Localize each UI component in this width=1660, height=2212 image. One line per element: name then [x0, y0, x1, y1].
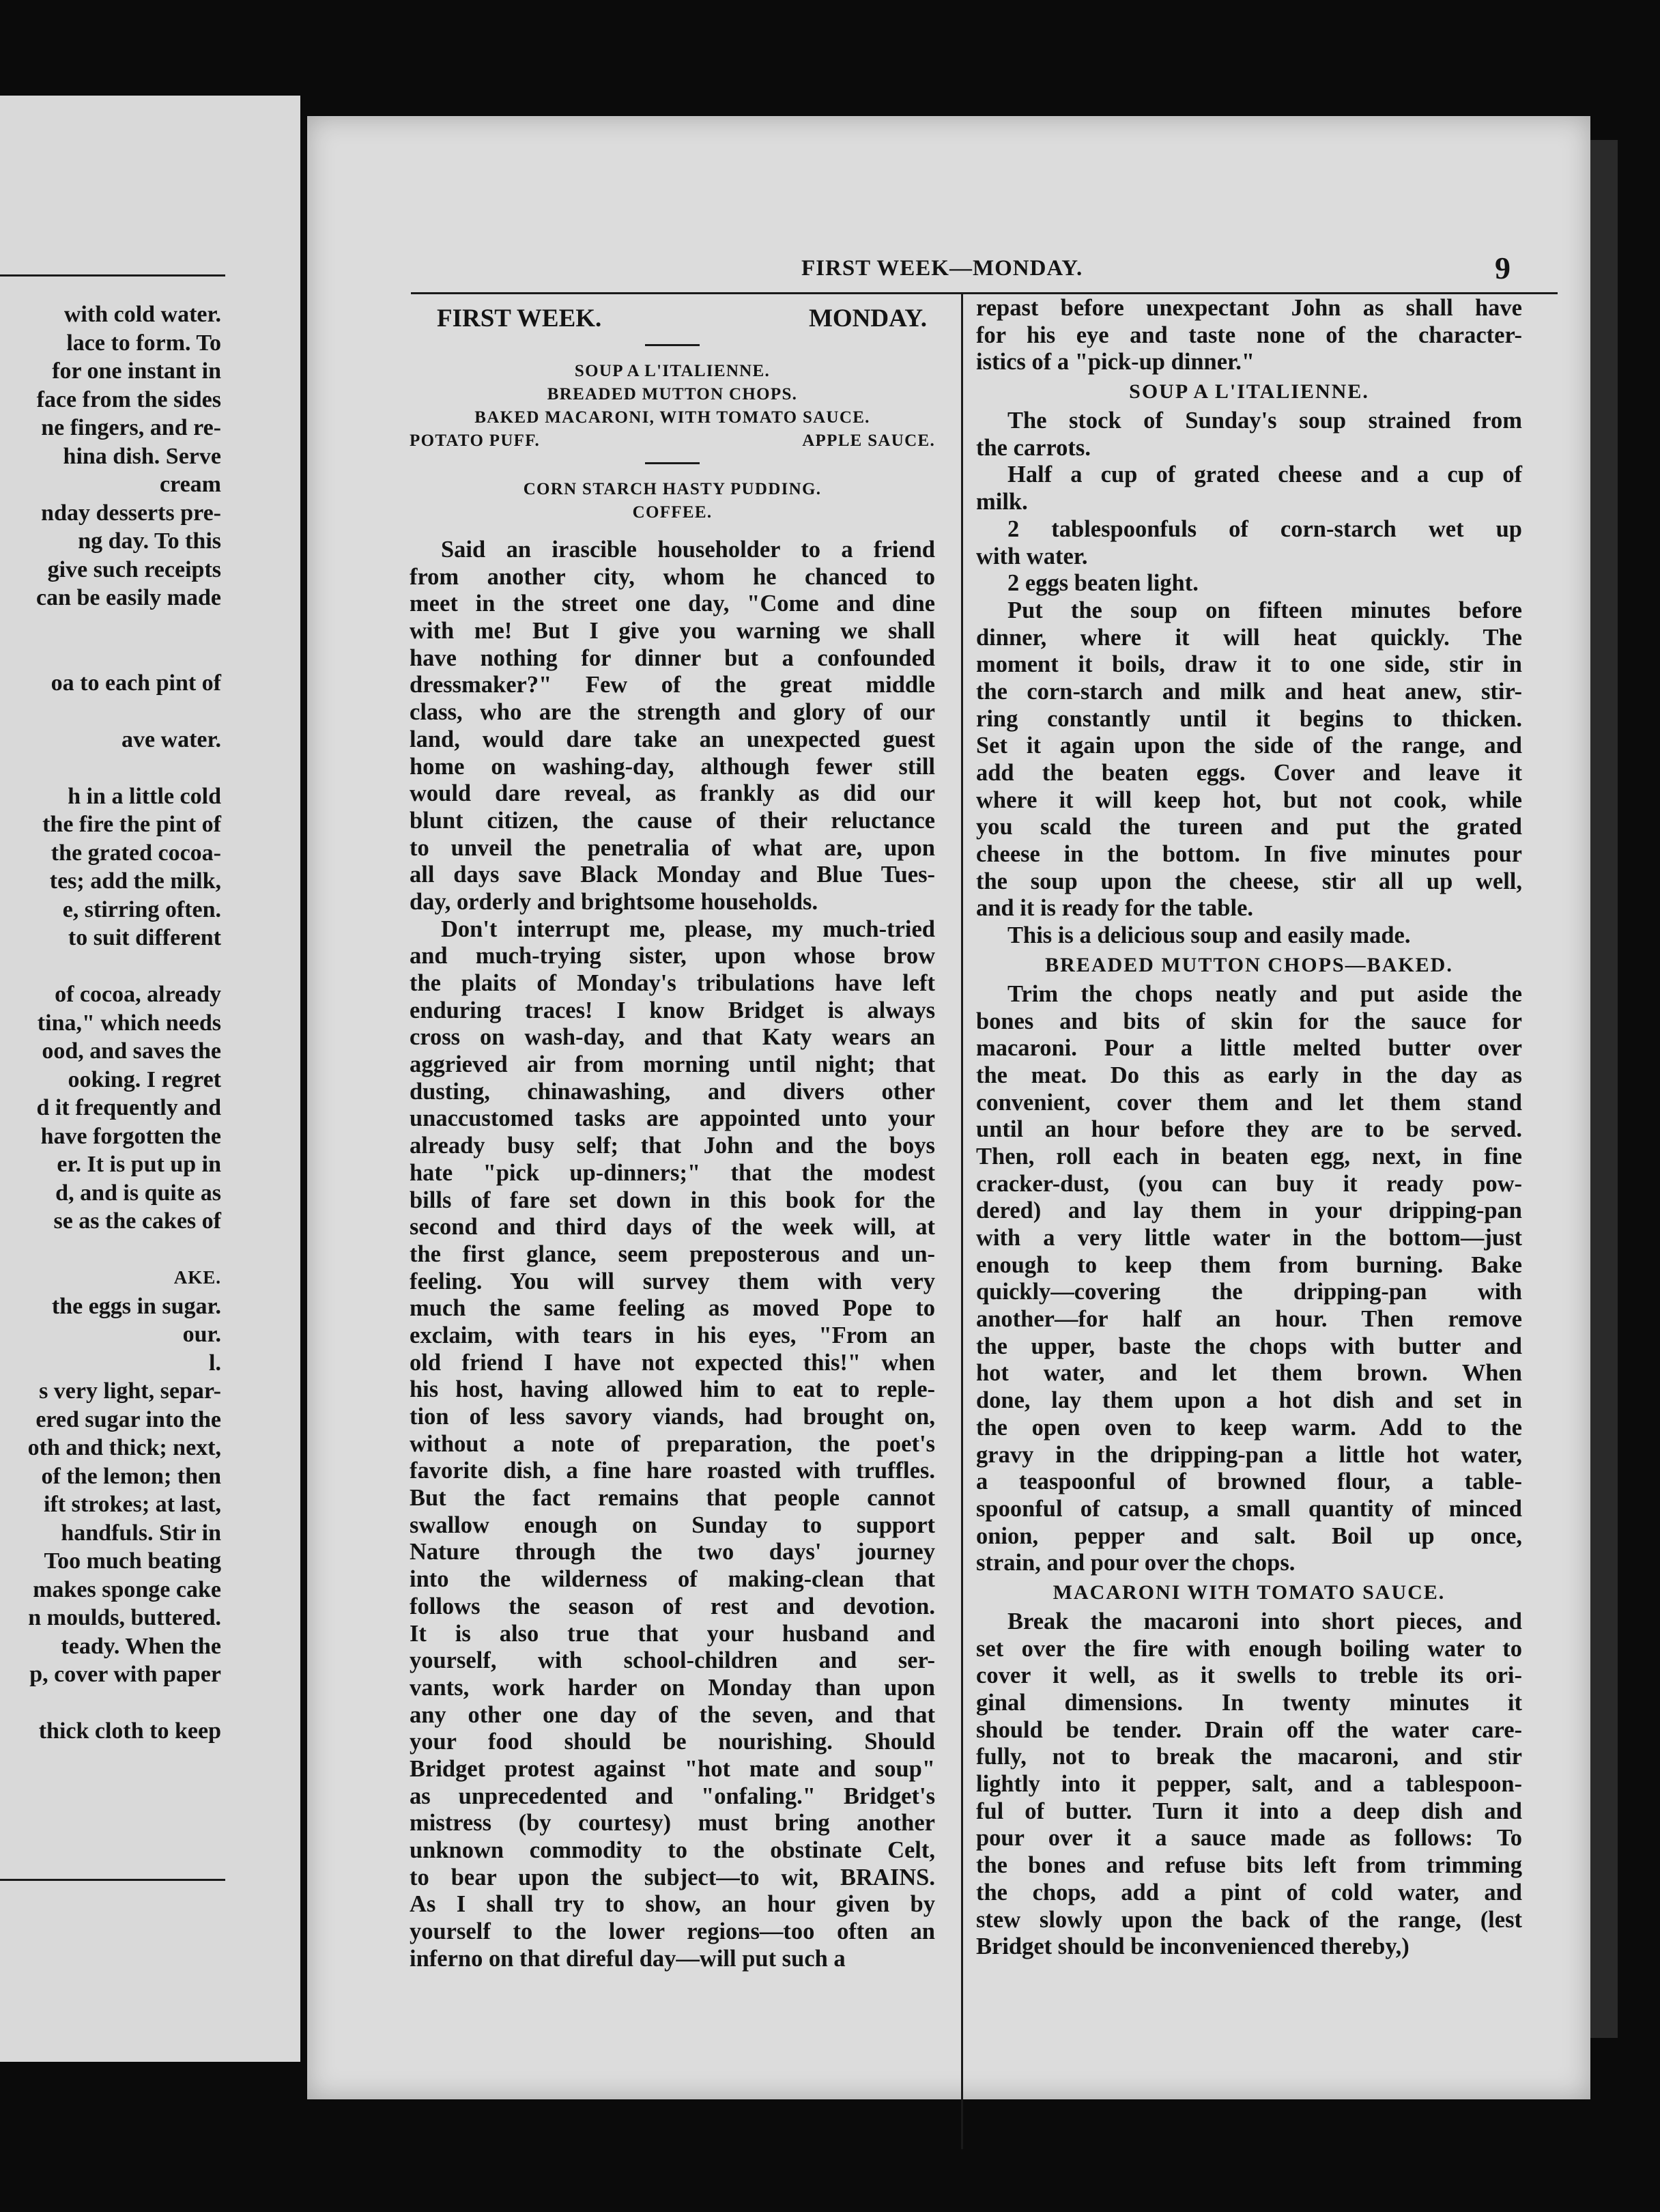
recipe-line: 2 tablespoonfuls of corn-starch wet up: [1007, 515, 1522, 542]
header-rule: [411, 292, 1558, 294]
menu-item: SOUP A L'ITALIENNE.: [574, 362, 771, 380]
essay-line: It is also true that your husband and: [410, 1620, 935, 1647]
essay-line: favorite dish, a fine hare roasted with truffles.: [410, 1458, 935, 1484]
previous-page-line: makes sponge cake: [33, 1576, 221, 1602]
week-title: FIRST WEEK.: [437, 304, 602, 332]
recipe-line: the carrots.: [976, 434, 1091, 461]
essay-line: As I shall try to show, an hour given by: [410, 1891, 935, 1918]
previous-page-line: lace to form. To: [66, 330, 221, 356]
essay-line: enduring traces! I know Bridget is always: [410, 997, 935, 1023]
menu-item: BAKED MACARONI, WITH TOMATO SAUCE.: [474, 408, 870, 427]
recipe-line: the corn-starch and milk and heat anew, stir-: [976, 678, 1522, 705]
previous-page-line: face from the sides: [36, 386, 221, 412]
recipe-line: stew slowly upon the back of the range, (lest: [976, 1906, 1522, 1933]
previous-page-line: [0, 754, 221, 782]
recipe-line: enough to keep them from burning. Bake: [976, 1251, 1522, 1278]
recipe-line: spoonful of catsup, a small quantity of minced: [976, 1495, 1522, 1522]
recipe-line: Break the macaroni into short pieces, and: [1007, 1608, 1522, 1634]
essay-line: land, would dare take an unexpected guest: [410, 726, 935, 752]
previous-page-line: cream: [160, 472, 221, 497]
essay-line: Don't interrupt me, please, my much-tried: [441, 916, 935, 942]
recipe-line: Trim the chops neatly and put aside the: [1007, 980, 1522, 1007]
essay-line: home on washing-day, although fewer still: [410, 753, 935, 780]
column-divider: [961, 292, 963, 2149]
day-title: MONDAY.: [808, 304, 927, 332]
previous-page-line: ered sugar into the: [35, 1406, 221, 1432]
recipe-line: convenient, cover them and let them stand: [976, 1089, 1522, 1116]
page-number: 9: [1495, 251, 1511, 285]
previous-page-fragment: [0, 96, 300, 2062]
recipe-line: another—for half an hour. Then remove: [976, 1306, 1522, 1333]
essay-line: any other one day of the seven, and that: [410, 1701, 935, 1728]
previous-page-line: e, stirring often.: [62, 896, 221, 922]
recipe-line: cover it well, as it swells to treble its ori-: [976, 1662, 1522, 1689]
recipe-line: fully, not to break the macaroni, and stir: [976, 1744, 1522, 1770]
menu-item-potato-puff: POTATO PUFF.: [410, 431, 541, 450]
recipe-line: lightly into it pepper, salt, and a tablespoon-: [976, 1771, 1522, 1798]
recipe-line: with a very little water in the bottom—just: [976, 1225, 1522, 1251]
recipe-line: pour over it a sauce made as follows: To: [976, 1825, 1522, 1852]
recipe-line: add the beaten eggs. Cover and leave it: [976, 760, 1522, 786]
recipe-line: ring constantly until it begins to thicken.: [976, 705, 1522, 732]
previous-page-line: l.: [209, 1350, 221, 1376]
essay-line: without a note of preparation, the poet's: [410, 1430, 935, 1457]
essay-line: vants, work harder on Monday than upon: [410, 1674, 935, 1701]
previous-page-line: ne fingers, and re-: [41, 415, 221, 440]
previous-page-line: se as the cakes of: [53, 1208, 221, 1234]
essay-line: all days save Black Monday and Blue Tues-: [410, 862, 935, 888]
previous-page-line: the fire the pint of: [42, 812, 221, 837]
recipe-line: the chops, add a pint of cold water, and: [976, 1879, 1522, 1905]
essay-line: day, orderly and brightsome households.: [410, 888, 818, 915]
essay-line: aggrieved air from morning until night; that: [410, 1051, 935, 1078]
recipe-line: moment it boils, draw it to one side, stir in: [976, 651, 1522, 678]
essay-line: for his eye and taste none of the character-: [976, 322, 1522, 348]
essay-line: to unveil the penetralia of what are, upon: [410, 834, 935, 861]
essay-line: with me! But I give you warning we shall: [410, 618, 935, 644]
menu-list: [410, 360, 935, 429]
previous-page-line: the eggs in sugar.: [51, 1293, 221, 1319]
previous-page-line: d, and is quite as: [55, 1180, 221, 1206]
essay-line: meet in the street one day, "Come and dine: [410, 591, 935, 617]
previous-page-line: [0, 952, 221, 981]
recipe-line: done, lay them upon a hot dish and set in: [976, 1387, 1522, 1414]
previous-page-line: d it frequently and: [36, 1095, 221, 1120]
previous-page-line: er. It is put up in: [57, 1152, 221, 1177]
previous-page-line: s very light, separ-: [39, 1378, 221, 1404]
recipe-line: cheese in the bottom. In five minutes pour: [976, 841, 1522, 868]
recipe-line: set over the fire with enough boiling water to: [976, 1635, 1522, 1662]
previous-page-line: ooking. I regret: [68, 1066, 221, 1092]
previous-page-line: for one instant in: [52, 358, 221, 384]
previous-page-line: [0, 1236, 221, 1264]
recipe-line: with water.: [976, 543, 1088, 569]
previous-page-line: ng day. To this: [78, 528, 221, 554]
soup-recipe-title: SOUP A L'ITALIENNE.: [1129, 380, 1369, 403]
essay-line: Said an irascible householder to a friend: [441, 537, 935, 563]
essay-line: unaccustomed tasks are appointed unto your: [410, 1105, 935, 1132]
previous-page-line: ood, and saves the: [42, 1038, 221, 1064]
recipe-line: the bones and refuse bits left from trimming: [976, 1852, 1522, 1879]
recipe-line: dinner, where it will heat quickly. The: [976, 624, 1522, 651]
previous-page-line: teady. When the: [61, 1633, 221, 1659]
soup-recipe-text: [976, 408, 1522, 950]
recipe-line: Put the soup on fifteen minutes before: [1007, 597, 1522, 623]
previous-page-line: hina dish. Serve: [63, 443, 221, 469]
essay-line: your food should be nourishing. Should: [410, 1729, 935, 1755]
previous-page-line: our.: [182, 1322, 221, 1347]
essay-line: the plaits of Monday's tribulations have left: [410, 970, 935, 996]
essay-line: Bridget protest against "hot mate and soup": [410, 1755, 935, 1782]
essay-line: have nothing for dinner but a confounded: [410, 644, 935, 671]
previous-page-text: [0, 300, 221, 1746]
essay-line: blunt citizen, the cause of their reluctance: [410, 807, 935, 834]
recipe-line: the open oven to keep warm. Add to the: [976, 1414, 1522, 1441]
essay-line: dusting, chinawashing, and divers other: [410, 1078, 935, 1105]
recipe-line: milk.: [976, 489, 1028, 515]
previous-page-line: of cocoa, already: [55, 982, 221, 1007]
recipe-line: 2 eggs beaten light.: [1007, 570, 1199, 597]
previous-page-line: tina," which needs: [37, 1010, 221, 1036]
essay-line: much the same feeling as moved Pope to: [410, 1295, 935, 1322]
recipe-line: ful of butter. Turn it into a deep dish and: [976, 1798, 1522, 1824]
essay-line: hate "pick up-dinners;" that the modest: [410, 1159, 935, 1186]
essay-line: istics of a "pick-up dinner.": [976, 349, 1255, 375]
week-heading: [437, 303, 927, 335]
previous-page-line: have forgotten the: [40, 1123, 221, 1149]
previous-page-top-rule: [0, 274, 225, 276]
essay-line: cross on wash-day, and that Katy wears an: [410, 1024, 935, 1051]
left-column: [410, 295, 935, 1972]
previous-page-line: [0, 612, 221, 641]
previous-page-line: ift strokes; at last,: [44, 1492, 221, 1517]
previous-page-line: of the lemon; then: [41, 1463, 221, 1489]
previous-page-line: give such receipts: [47, 556, 221, 582]
previous-page-line: h in a little cold: [68, 783, 221, 809]
previous-page-line: oa to each pint of: [51, 670, 221, 696]
essay-line: yourself to the lower regions—too often an: [410, 1918, 935, 1945]
essay-line: from another city, whom he chanced to: [410, 563, 935, 590]
menu-rule: [645, 462, 700, 464]
previous-page-line: Too much beating: [44, 1548, 221, 1574]
previous-page-line: nday desserts pre-: [41, 500, 221, 526]
recipe-line: cracker-dust, (you can buy it ready pow-: [976, 1170, 1522, 1197]
recipe-line: The stock of Sunday's soup strained from: [1007, 408, 1522, 434]
essay-line: mistress (by courtesy) must bring another: [410, 1810, 935, 1837]
recipe-line: strain, and pour over the chops.: [976, 1550, 1296, 1576]
essay-line: exclaim, with tears in his eyes, "From an: [410, 1322, 935, 1348]
previous-page-line: handfuls. Stir in: [61, 1520, 221, 1546]
recipe-line: gravy in the dripping-pan a little hot water,: [976, 1441, 1522, 1468]
essay-line: would dare reveal, as frankly as did our: [410, 780, 935, 807]
essay-line: to bear upon the subject—to wit, BRAINS.: [410, 1864, 935, 1890]
essay-continuation: [976, 295, 1522, 376]
essay-line: already busy self; that John and the boys: [410, 1133, 935, 1159]
previous-page-line: [0, 640, 221, 669]
essay-line: inferno on that direful day—will put such a: [410, 1945, 846, 1972]
previous-page-line: AKE.: [173, 1267, 221, 1288]
recipe-line: Half a cup of grated cheese and a cup of: [1007, 462, 1522, 488]
recipe-line: you scald the tureen and put the grated: [976, 814, 1522, 840]
recipe-line: hot water, and let them brown. When: [976, 1360, 1522, 1387]
essay-line: old friend I have not expected this!" when: [410, 1349, 935, 1376]
recipe-line: dered) and lay them in your dripping-pan: [976, 1197, 1522, 1224]
recipe-line: Then, roll each in beaten egg, next, in fine: [976, 1143, 1522, 1169]
essay-line: repast before unexpectant John as shall have: [976, 295, 1522, 321]
previous-page-line: oth and thick; next,: [27, 1435, 221, 1460]
recipe-line: a teaspoonful of browned flour, a table-: [976, 1469, 1522, 1495]
previous-page-line: [0, 697, 221, 726]
essay-line: and much-trying sister, upon whose brow: [410, 943, 935, 969]
previous-page-line: to suit different: [68, 925, 221, 950]
essay-line: his host, having allowed him to eat to reple-: [410, 1376, 935, 1403]
essay-line: as unprecedented and "onfaling." Bridget's: [410, 1783, 935, 1809]
recipe-line: onion, pepper and salt. Boil up once,: [976, 1522, 1522, 1549]
recipe-line: the meat. Do this as early in the day as: [976, 1062, 1522, 1088]
chops-recipe-text: [976, 981, 1522, 1577]
essay-line: bills of fare set down in this book for the: [410, 1187, 935, 1213]
menu-dessert-item: CORN STARCH HASTY PUDDING.: [523, 480, 822, 498]
essay-line: feeling. You will survey them with very: [410, 1268, 935, 1294]
essay-line: But the fact remains that people cannot: [410, 1485, 935, 1512]
heading-rule: [645, 344, 700, 346]
right-column: [976, 295, 1522, 1961]
chops-recipe-title: BREADED MUTTON CHOPS—BAKED.: [1045, 953, 1453, 976]
recipe-line: the upper, baste the chops with butter and: [976, 1333, 1522, 1359]
recipe-line: This is a delicious soup and easily made.: [1007, 922, 1411, 949]
essay-line: class, who are the strength and glory of our: [410, 699, 935, 726]
essay-text: [410, 537, 935, 1972]
previous-page-line: with cold water.: [63, 302, 221, 327]
essay-line: the first glance, seem preposterous and un-: [410, 1240, 935, 1267]
previous-page-line: ave water.: [121, 726, 221, 752]
essay-line: swallow enough on Sunday to support: [410, 1512, 935, 1538]
page-edge-shadow: [1590, 140, 1618, 2038]
macaroni-recipe-text: [976, 1608, 1522, 1961]
previous-page-line: can be easily made: [35, 585, 221, 610]
essay-line: unknown commodity to the obstinate Celt,: [410, 1837, 935, 1863]
essay-line: tion of less savory viands, had brought on,: [410, 1404, 935, 1430]
recipe-line: macaroni. Pour a little melted butter over: [976, 1035, 1522, 1062]
recipe-line: until an hour before they are to be served.: [976, 1116, 1522, 1143]
recipe-line: bones and bits of skin for the sauce for: [976, 1008, 1522, 1034]
menu-dessert-list: [410, 478, 935, 524]
essay-line: second and third days of the week will, at: [410, 1214, 935, 1240]
recipe-line: Set it again upon the side of the range, and: [976, 733, 1522, 759]
menu-item: BREADED MUTTON CHOPS.: [547, 385, 798, 403]
macaroni-recipe-title: MACARONI WITH TOMATO SAUCE.: [1053, 1580, 1446, 1604]
essay-line: yourself, with school-children and ser-: [410, 1647, 935, 1674]
previous-page-line: n moulds, buttered.: [28, 1605, 221, 1630]
essay-line: into the wilderness of making-clean that: [410, 1566, 935, 1593]
menu-pair: [410, 429, 935, 453]
essay-line: Nature through the two days' journey: [410, 1539, 935, 1565]
previous-page-line: the grated cocoa-: [51, 840, 221, 866]
recipe-line: quickly—covering the dripping-pan with: [976, 1279, 1522, 1305]
menu-dessert-item: COFFEE.: [632, 503, 713, 522]
previous-page-line: p, cover with paper: [29, 1662, 221, 1687]
book-page: [307, 116, 1590, 2099]
menu-item-apple-sauce: APPLE SAUCE.: [802, 431, 935, 450]
essay-line: follows the season of rest and devotion.: [410, 1593, 935, 1619]
essay-line: dressmaker?" Few of the great middle: [410, 672, 935, 698]
previous-page-bottom-rule: [0, 1879, 225, 1881]
recipe-line: ginal dimensions. In twenty minutes it: [976, 1690, 1522, 1716]
previous-page-line: tes; add the milk,: [49, 868, 221, 894]
recipe-line: the soup upon the cheese, stir all up well,: [976, 868, 1522, 894]
recipe-line: Bridget should be inconvenienced thereby,): [976, 1933, 1409, 1960]
running-head: FIRST WEEK—MONDAY.: [801, 256, 1083, 281]
recipe-line: should be tender. Drain off the water care-: [976, 1716, 1522, 1743]
previous-page-line: [0, 1689, 221, 1718]
recipe-line: where it will keep hot, but not cook, while: [976, 786, 1522, 813]
recipe-line: and it is ready for the table.: [976, 895, 1254, 922]
previous-page-line: thick cloth to keep: [38, 1718, 221, 1744]
